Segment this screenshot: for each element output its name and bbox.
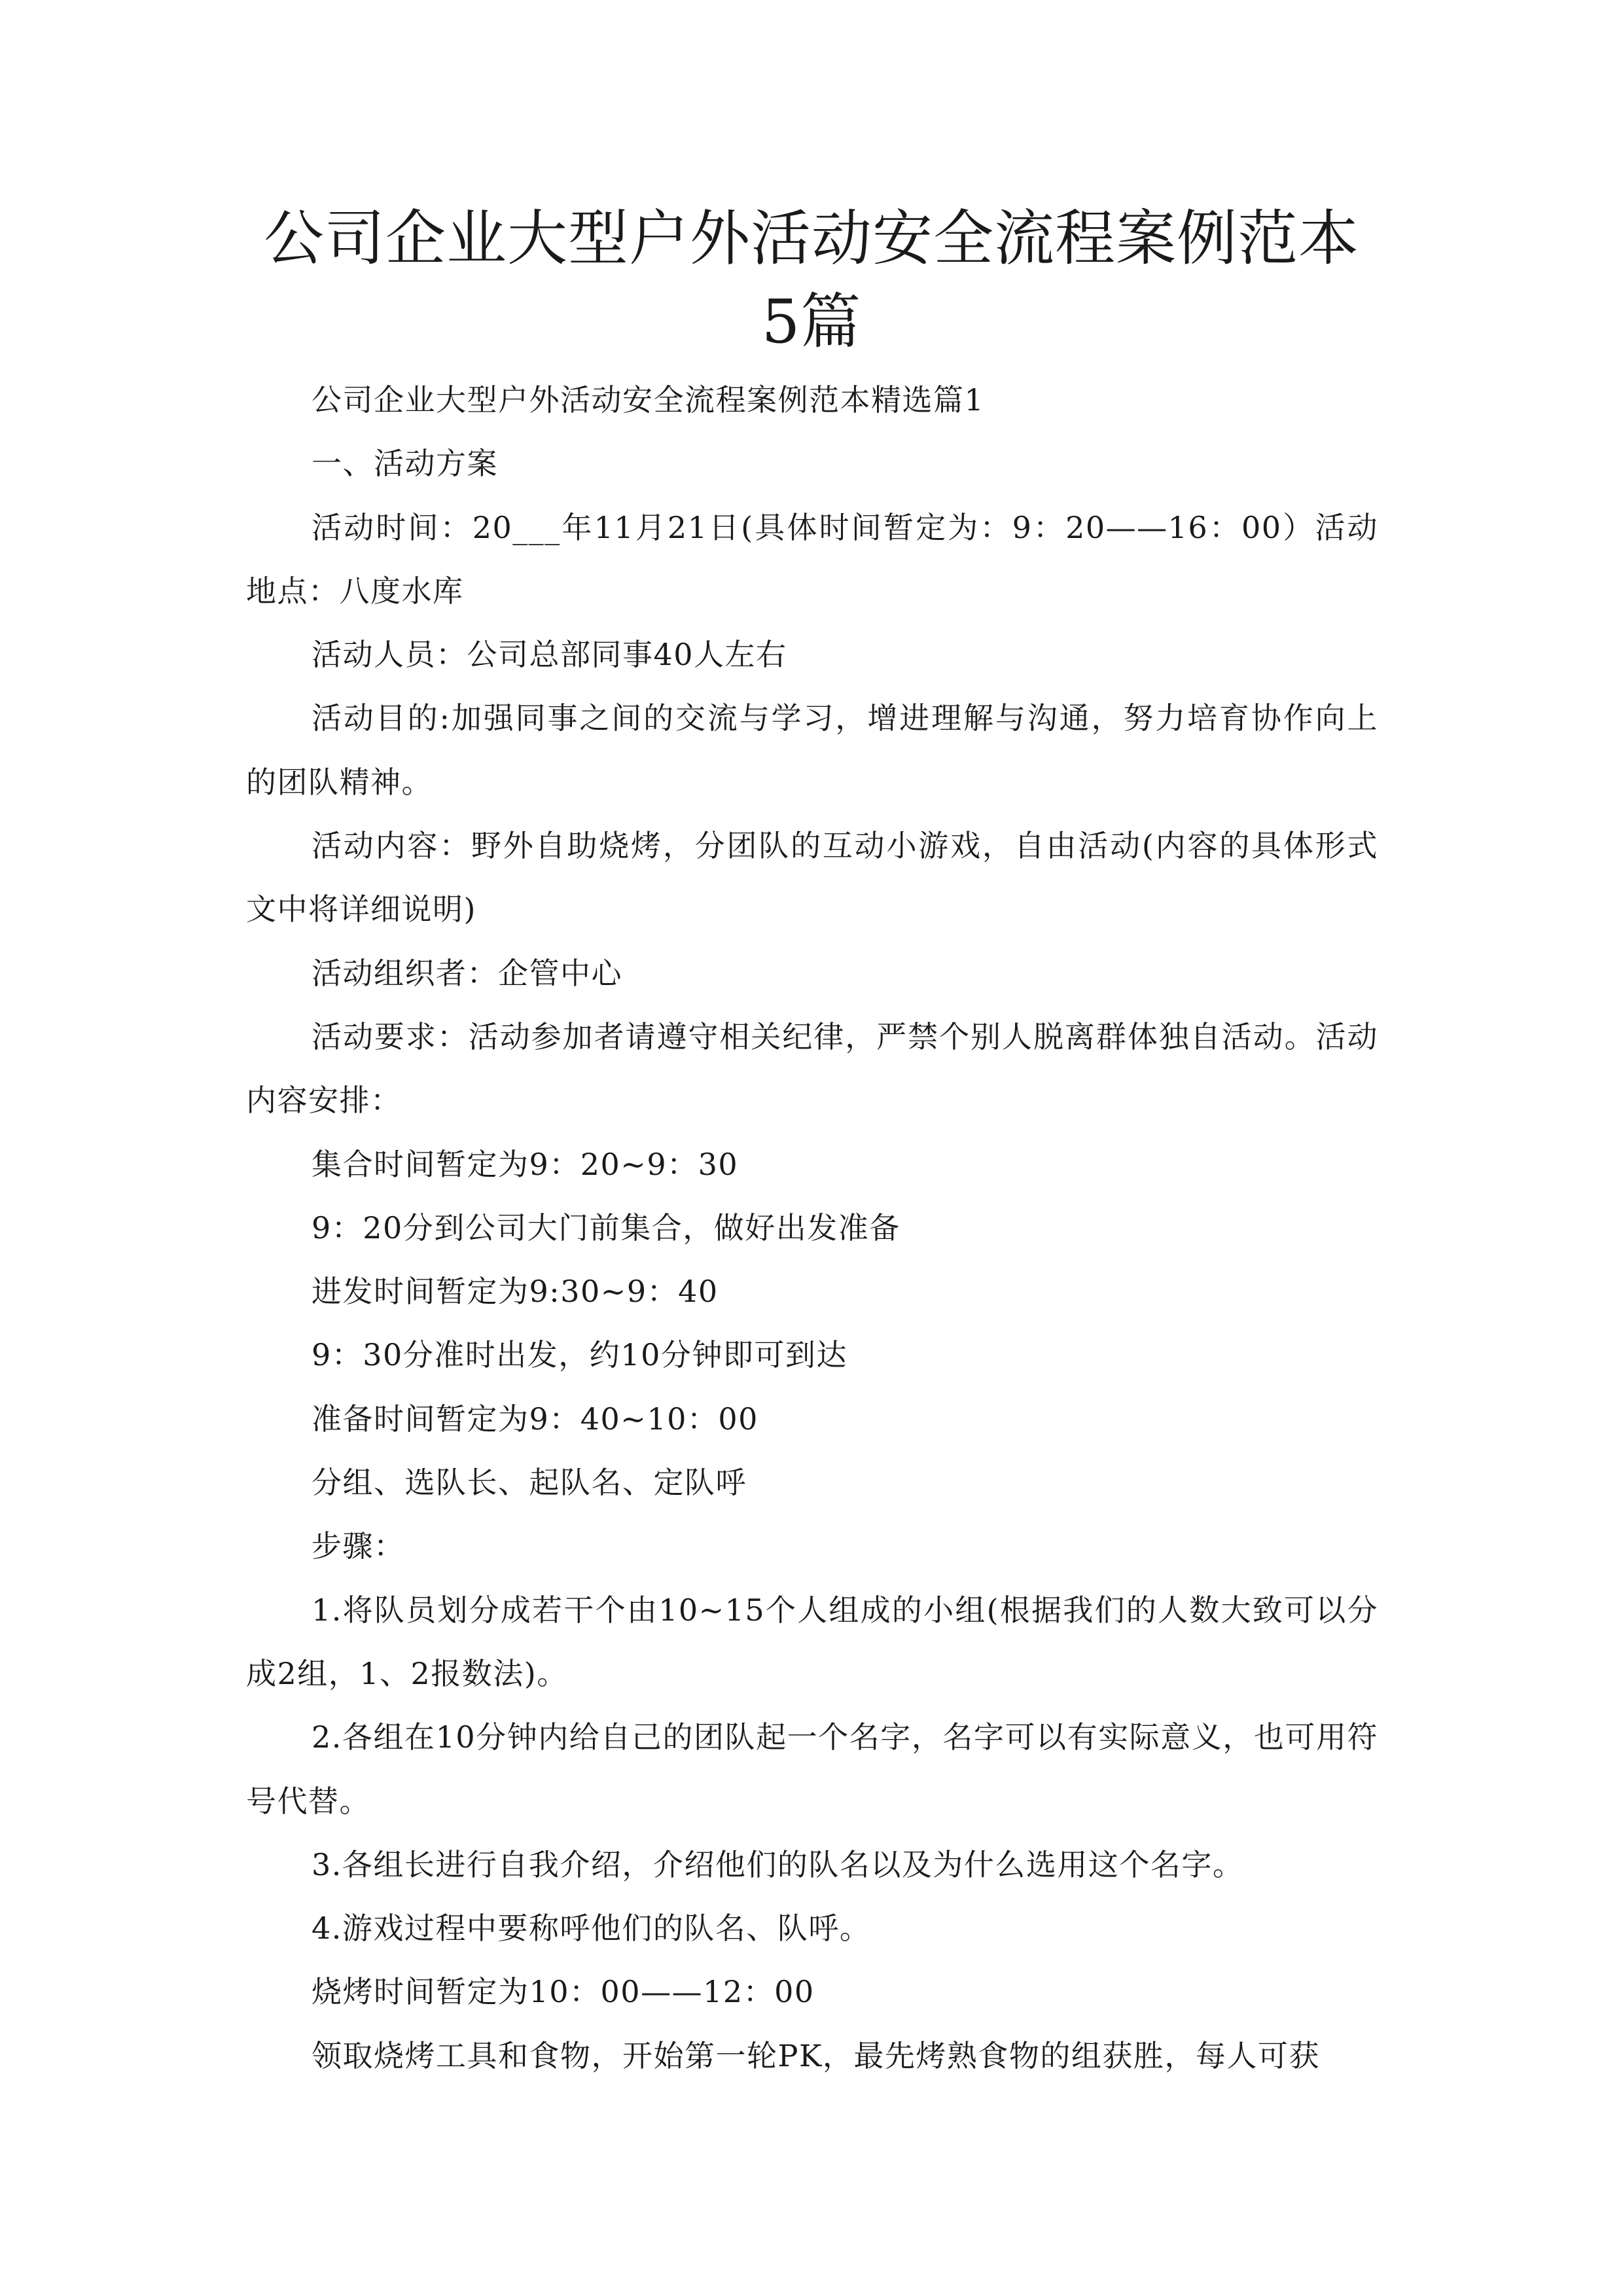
- section-heading: 公司企业大型户外活动安全流程案例范本精选篇1: [312, 382, 985, 418]
- list-item: 1.将队员划分成若干个由10~15个人组成的小组(根据我们的人数大致可以分成2组，1、2报数法)。: [246, 1592, 1378, 1691]
- list-item: 3.各组长进行自我介绍，介绍他们的队名以及为什么选用这个名字。: [312, 1846, 1244, 1882]
- paragraph: 活动目的:加强同事之间的交流与学习，增进理解与沟通，努力培育协作向上的团队精神。: [246, 700, 1378, 800]
- paragraph: 进发时间暂定为9:30~9：40: [312, 1274, 719, 1310]
- paragraph: 分组、选队长、起队名、定队呼: [312, 1465, 747, 1501]
- paragraph: 步骤：: [312, 1528, 405, 1564]
- document-title-line-2: 5篇: [761, 287, 862, 357]
- paragraph: 集合时间暂定为9：20~9：30: [312, 1146, 739, 1182]
- paragraph: 活动要求：活动参加者请遵守相关纪律，严禁个别人脱离群体独自活动。活动内容安排：: [246, 1018, 1378, 1119]
- paragraph: 烧烤时间暂定为10：00——12：00: [312, 1974, 815, 2010]
- paragraph: 活动时间：20___年11月21日(具体时间暂定为：9：20——16：00）活动地点：八度水库: [246, 509, 1378, 609]
- paragraph: 活动内容：野外自助烧烤，分团队的互动小游戏，自由活动(内容的具体形式文中将详细说明): [246, 828, 1378, 927]
- paragraph: 9：30分准时出发，约10分钟即可到达: [312, 1337, 847, 1373]
- paragraph: 活动人员：公司总部同事40人左右: [312, 637, 787, 673]
- list-item: 2.各组在10分钟内给自己的团队起一个名字，名字可以有实际意义，也可用符号代替。: [246, 1719, 1378, 1819]
- document-title-line-1: 公司企业大型户外活动安全流程案例范本: [263, 204, 1359, 274]
- subsection-heading: 一、活动方案: [312, 446, 498, 482]
- list-item: 4.游戏过程中要称呼他们的队名、队呼。: [312, 1910, 871, 1946]
- paragraph: 准备时间暂定为9：40~10：00: [312, 1401, 758, 1437]
- document-body: [246, 368, 1378, 2088]
- paragraph: 领取烧烤工具和食物，开始第一轮PK，最先烤熟食物的组获胜，每人可获: [312, 2037, 1320, 2073]
- paragraph: 活动组织者：企管中心: [312, 955, 622, 991]
- paragraph: 9：20分到公司大门前集合，做好出发准备: [312, 1210, 901, 1246]
